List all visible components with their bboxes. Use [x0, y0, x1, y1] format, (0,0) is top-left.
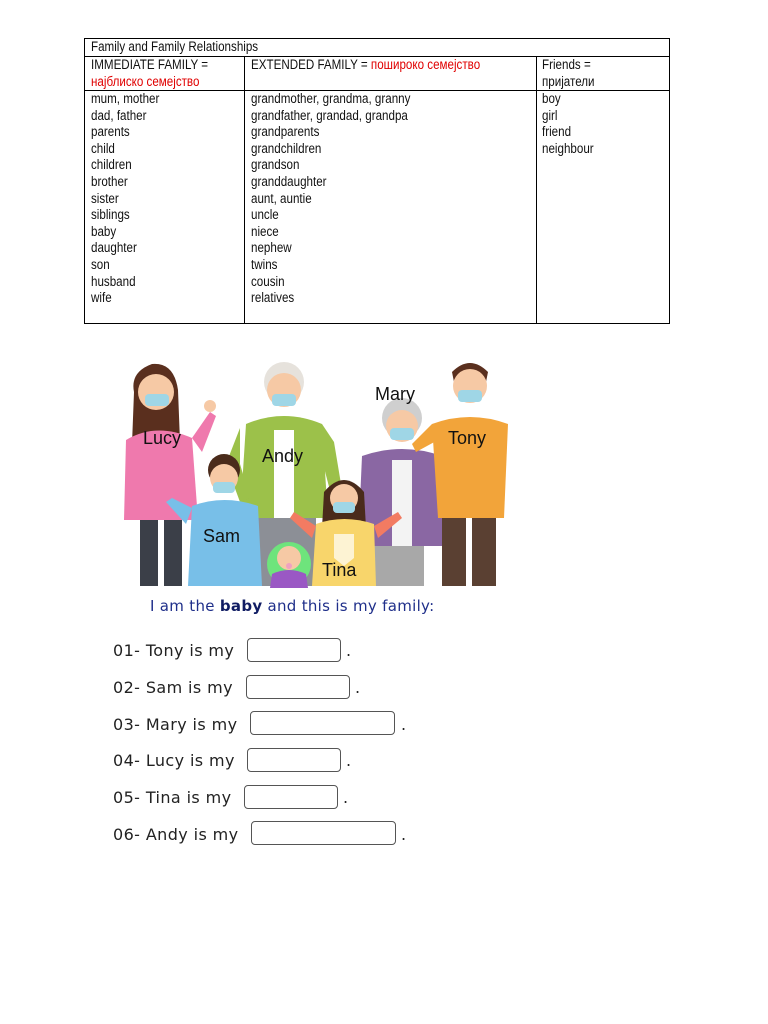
question-text: 02- Sam is my — [113, 678, 233, 697]
header-translation: најблиско семејство — [91, 73, 200, 89]
list-item: grandparents — [251, 124, 320, 140]
vocabulary-table — [84, 38, 670, 324]
friends-list — [542, 91, 594, 157]
intro-sentence — [150, 597, 435, 615]
sentence-period: . — [346, 641, 352, 660]
list-item: parents — [91, 124, 130, 140]
list-item: niece — [251, 223, 279, 239]
list-item: twins — [251, 256, 278, 272]
question-text: 03- Mary is my — [113, 715, 238, 734]
column-divider — [244, 57, 245, 323]
header-label: EXTENDED FAMILY = — [251, 57, 368, 72]
list-item: boy — [542, 91, 561, 106]
label-tony: Tony — [448, 428, 487, 448]
list-item: friend — [542, 124, 572, 140]
header-translation: пошироко семејство — [370, 57, 481, 72]
list-item: grandson — [251, 157, 300, 173]
extended-family-list — [251, 91, 410, 307]
list-item: brother — [91, 173, 128, 189]
list-item: child — [91, 140, 115, 156]
list-item: wife — [91, 290, 112, 306]
list-item: sister — [91, 190, 119, 206]
answer-field[interactable] — [247, 638, 341, 662]
label-andy: Andy — [262, 446, 304, 466]
list-item: husband — [91, 273, 136, 289]
label-tina: Tina — [322, 560, 357, 580]
list-item: granddaughter — [251, 173, 327, 189]
list-item: uncle — [251, 207, 279, 223]
table-title-row — [85, 39, 669, 57]
list-item: girl — [542, 107, 558, 123]
column-divider — [536, 57, 537, 323]
label-lucy: Lucy — [143, 428, 182, 448]
answer-field[interactable] — [250, 711, 395, 735]
sentence-period: . — [343, 788, 349, 807]
list-item: grandfather, grandad, grandpa — [251, 107, 408, 123]
baby-figure — [267, 542, 311, 588]
answer-field[interactable] — [251, 821, 396, 845]
header-translation: пријатели — [542, 73, 595, 89]
table-title: Family and Family Relationships — [91, 39, 259, 54]
question-text: 06- Andy is my — [113, 825, 239, 844]
answer-field[interactable] — [247, 748, 341, 772]
list-item: siblings — [91, 207, 130, 223]
list-item: dad, father — [91, 107, 147, 123]
sentence-period: . — [355, 678, 361, 697]
sentence-period: . — [346, 751, 352, 770]
header-label: Friends = — [542, 57, 591, 72]
question-text: 01- Tony is my — [113, 641, 235, 660]
list-item: son — [91, 256, 110, 272]
question-text: 05- Tina is my — [113, 788, 232, 807]
list-item: nephew — [251, 240, 292, 256]
question-text: 04- Lucy is my — [113, 751, 235, 770]
sentence-period: . — [401, 715, 407, 734]
header-friends — [542, 57, 595, 90]
answer-field[interactable] — [246, 675, 350, 699]
intro-bold-word: baby — [219, 597, 263, 615]
header-immediate-family — [91, 57, 208, 90]
list-item: baby — [91, 223, 117, 239]
list-item: aunt, auntie — [251, 190, 312, 206]
label-mary: Mary — [375, 384, 415, 404]
label-sam: Sam — [203, 526, 241, 546]
list-item: grandchildren — [251, 140, 322, 156]
list-item: cousin — [251, 273, 285, 289]
immediate-family-list — [91, 91, 159, 307]
list-item: neighbour — [542, 140, 594, 156]
family-illustration — [112, 352, 508, 588]
header-extended-family — [251, 57, 480, 74]
list-item: daughter — [91, 240, 137, 256]
header-label: IMMEDIATE FAMILY = — [91, 57, 209, 72]
list-item: mum, mother — [91, 91, 160, 106]
sentence-period: . — [401, 825, 407, 844]
intro-text: and this is my family: — [262, 597, 435, 615]
list-item: children — [91, 157, 132, 173]
intro-text: I am the — [150, 597, 220, 615]
list-item: grandmother, grandma, granny — [251, 91, 411, 106]
answer-field[interactable] — [244, 785, 338, 809]
list-item: relatives — [251, 290, 295, 306]
